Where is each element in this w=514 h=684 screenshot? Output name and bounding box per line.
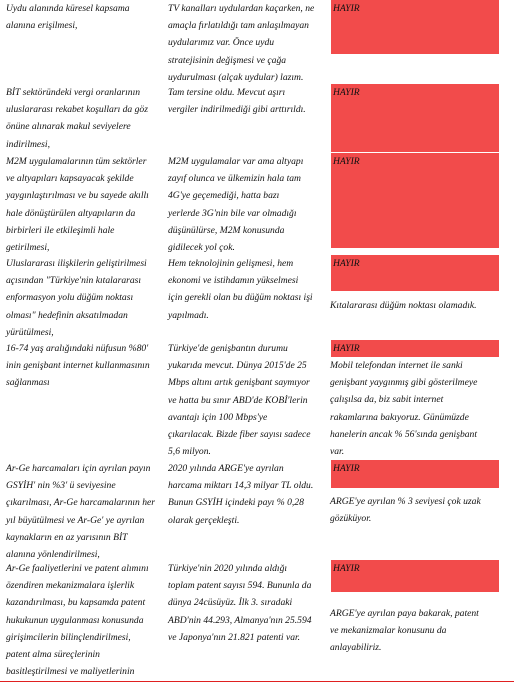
goal-text <box>6 460 167 563</box>
text-line: Ar-Ge harcamaları için ayrılan payın <box>6 463 151 474</box>
text-line: çıkarılması, Ar-Ge harcamalarının her <box>6 497 156 509</box>
text-line: anlayabiliriz. <box>330 642 382 654</box>
text-line: uluslararası rekabet koşulları da göz <box>6 104 148 116</box>
text-line: uydurulması (alçak uydular) lazım. <box>168 71 304 83</box>
text-line: alanına yönlendirilmesi, <box>6 549 100 561</box>
text-line: yerlerde 3G'nin bile var olmadığı <box>168 207 297 219</box>
text-line: yaygınlaştırılması ve bu sayede akıllı <box>6 190 149 202</box>
text-line: ARGE'ye ayrılan % 3 seviyesi çok uzak <box>330 496 481 507</box>
comment-text <box>330 493 508 527</box>
text-line: hanelerin ancak % 56'sında genişbant <box>330 428 478 440</box>
text-line: Uydu alanında küresel kapsama <box>6 3 130 14</box>
text-line: avantajı için 100 Mbps'ye <box>168 411 268 423</box>
status-label: HAYIR <box>333 258 360 269</box>
text-line: ve mekanizmalar konusunu da <box>330 625 447 637</box>
assessment-text <box>168 255 330 324</box>
text-line: olarak gerçekleşti. <box>168 514 240 526</box>
comment-text <box>330 605 508 657</box>
text-line: ve Japonya'nın 21.821 patenti var. <box>168 631 301 643</box>
text-line: ARGE'ye ayrılan paya bakarak, patent <box>330 608 479 619</box>
text-line: ekonomi ve istihdamın yükselmesi <box>168 275 299 287</box>
text-line: Bunun GSYİH içindeki payı % 0,28 <box>168 497 304 509</box>
goal-text <box>6 340 167 392</box>
text-line: stratejisinin değişmesi ve çağa <box>168 54 287 66</box>
goal-text <box>6 153 167 256</box>
text-line: hukukunun uygulanması konusunda <box>6 614 144 626</box>
text-line: sağlanması <box>6 377 50 389</box>
assessment-text <box>168 84 330 118</box>
text-line: Türkiye'de genişbantın durumu <box>168 343 288 354</box>
text-line: girişimcilerin bilinçlendirilmesi, <box>6 631 131 643</box>
text-line: basitleştirilmesi ve maliyetlerinin <box>6 666 135 678</box>
assessment-text <box>168 153 330 256</box>
text-line: çıkarılacak. Bizde fiber sayısı sadece <box>168 429 311 441</box>
assessment-text <box>168 0 330 86</box>
text-line: enformasyon yolu düğüm noktası <box>6 292 134 304</box>
text-line: hale dönüştürülen altyapıların da <box>6 207 136 219</box>
text-line: yapılmadı. <box>168 309 209 321</box>
comment-text <box>330 297 508 314</box>
text-line: kazandırılması, bu kapsamda patent <box>6 597 146 609</box>
text-line: olması" hedefinin aksatılmadan <box>6 309 128 321</box>
text-line: 5,6 milyon. <box>168 446 211 458</box>
assessment-text <box>168 460 330 529</box>
text-line: getirilmesi, <box>6 242 50 254</box>
text-line: TV kanalları uydulardan kaçarken, ne <box>168 3 315 14</box>
text-line: Tam tersine oldu. Mevcut aşırı <box>168 87 286 98</box>
text-line: amaçla fırlatıldığı tam anlaşılmayan <box>168 20 309 32</box>
text-line: düşünülürse, M2M konusunda <box>168 224 285 236</box>
status-label: HAYIR <box>333 3 360 14</box>
text-line: Kıtalararası düğüm noktası olamadık. <box>330 300 477 311</box>
text-line: M2M uygulamalar var ama altyapı <box>168 156 304 167</box>
text-line: Mbps altını artık genişbant saymıyor <box>168 377 310 389</box>
status-label: HAYIR <box>333 87 360 98</box>
text-line: dünya 24cüsüyüz. İlk 3. sıradaki <box>168 597 293 609</box>
text-line: Mobil telefondan internet ile sanki <box>330 360 463 371</box>
assessment-text <box>168 340 330 460</box>
text-line: yürütülmesi, <box>6 326 54 338</box>
status-label: HAYIR <box>333 343 360 354</box>
status-label: HAYIR <box>333 156 360 167</box>
text-line: yukarıda mevcut. Dünya 2015'de 25 <box>168 360 307 372</box>
text-line: uydularımız var. Önce uydu <box>168 37 275 49</box>
goal-text <box>6 560 167 680</box>
text-line: birbirleri ile etkileşimli hale <box>6 224 115 236</box>
text-line: yıl büyütülmesi ve Ar-Ge' ye ayrılan <box>6 514 145 526</box>
text-line: kaynakların en az yarısının BİT <box>6 531 128 543</box>
status-label: HAYIR <box>333 463 360 474</box>
text-line: alanına erişilmesi, <box>6 20 78 32</box>
text-line: vergiler indirilmediği gibi arttırıldı. <box>168 104 306 116</box>
text-line: ABD'nin 44.293, Almanya'nın 25.594 <box>168 614 312 626</box>
text-line: açısından "Türkiye'nin kıtalararası <box>6 275 142 287</box>
text-line: önüne alınarak makul seviyelere <box>6 121 131 133</box>
goal-text <box>6 84 167 153</box>
text-line: patent alma süreçlerinin <box>6 649 100 661</box>
text-line: genişbant yaygınmış gibi gösterilmeye <box>330 377 478 389</box>
text-line: harcama miktarı 14,3 milyar TL oldu. <box>168 480 314 492</box>
text-line: BİT sektöründeki vergi oranlarının <box>6 87 141 98</box>
comment-text <box>330 357 508 460</box>
text-line: indirilmesi, <box>6 138 50 150</box>
text-line: ve altyapıları kapsayacak şekilde <box>6 173 134 185</box>
text-line: özendiren mekanizmalara işlerlik <box>6 580 135 592</box>
status-label: HAYIR <box>333 563 360 574</box>
text-line: gözüküyor. <box>330 513 372 525</box>
text-line: 4G'ye geçemediği, hatta bazı <box>168 190 280 202</box>
text-line: rakamlarına bakıyoruz. Günümüzde <box>330 411 469 423</box>
text-line: 16-74 yaş aralığındaki nüfusun %80' <box>6 343 149 354</box>
text-line: gidilecek yol çok. <box>168 242 235 254</box>
text-line: çalışılsa da, biz sabit internet <box>330 394 444 406</box>
text-line: için gerekli olan bu düğüm noktası işi <box>168 292 313 304</box>
text-line: M2M uygulamalarının tüm sektörler <box>6 156 147 167</box>
text-line: Uluslararası ilişkilerin geliştirilmesi <box>6 258 147 269</box>
goal-text <box>6 255 167 341</box>
text-line: Ar-Ge faaliyetlerini ve patent alımını <box>6 563 149 574</box>
text-line: Hem teknolojinin gelişmesi, hem <box>168 258 294 269</box>
text-line: zayıf olunca ve ülkemizin hala tam <box>168 173 301 185</box>
assessment-text <box>168 560 330 646</box>
text-line: var. <box>330 446 345 458</box>
text-line: inin genişbant internet kullanmasının <box>6 360 150 372</box>
bottom-rule <box>0 681 514 682</box>
text-line: Türkiye'nin 2020 yılında aldığı <box>168 563 288 574</box>
text-line: 2020 yılında ARGE'ye ayrılan <box>168 463 284 474</box>
text-line: toplam patent sayısı 594. Bununla da <box>168 580 312 592</box>
goal-text <box>6 0 167 34</box>
text-line: ve hatta bu sınır ABD'de KOBİ'lerin <box>168 394 308 406</box>
text-line: GSYİH' nin %3' ü seviyesine <box>6 480 116 492</box>
